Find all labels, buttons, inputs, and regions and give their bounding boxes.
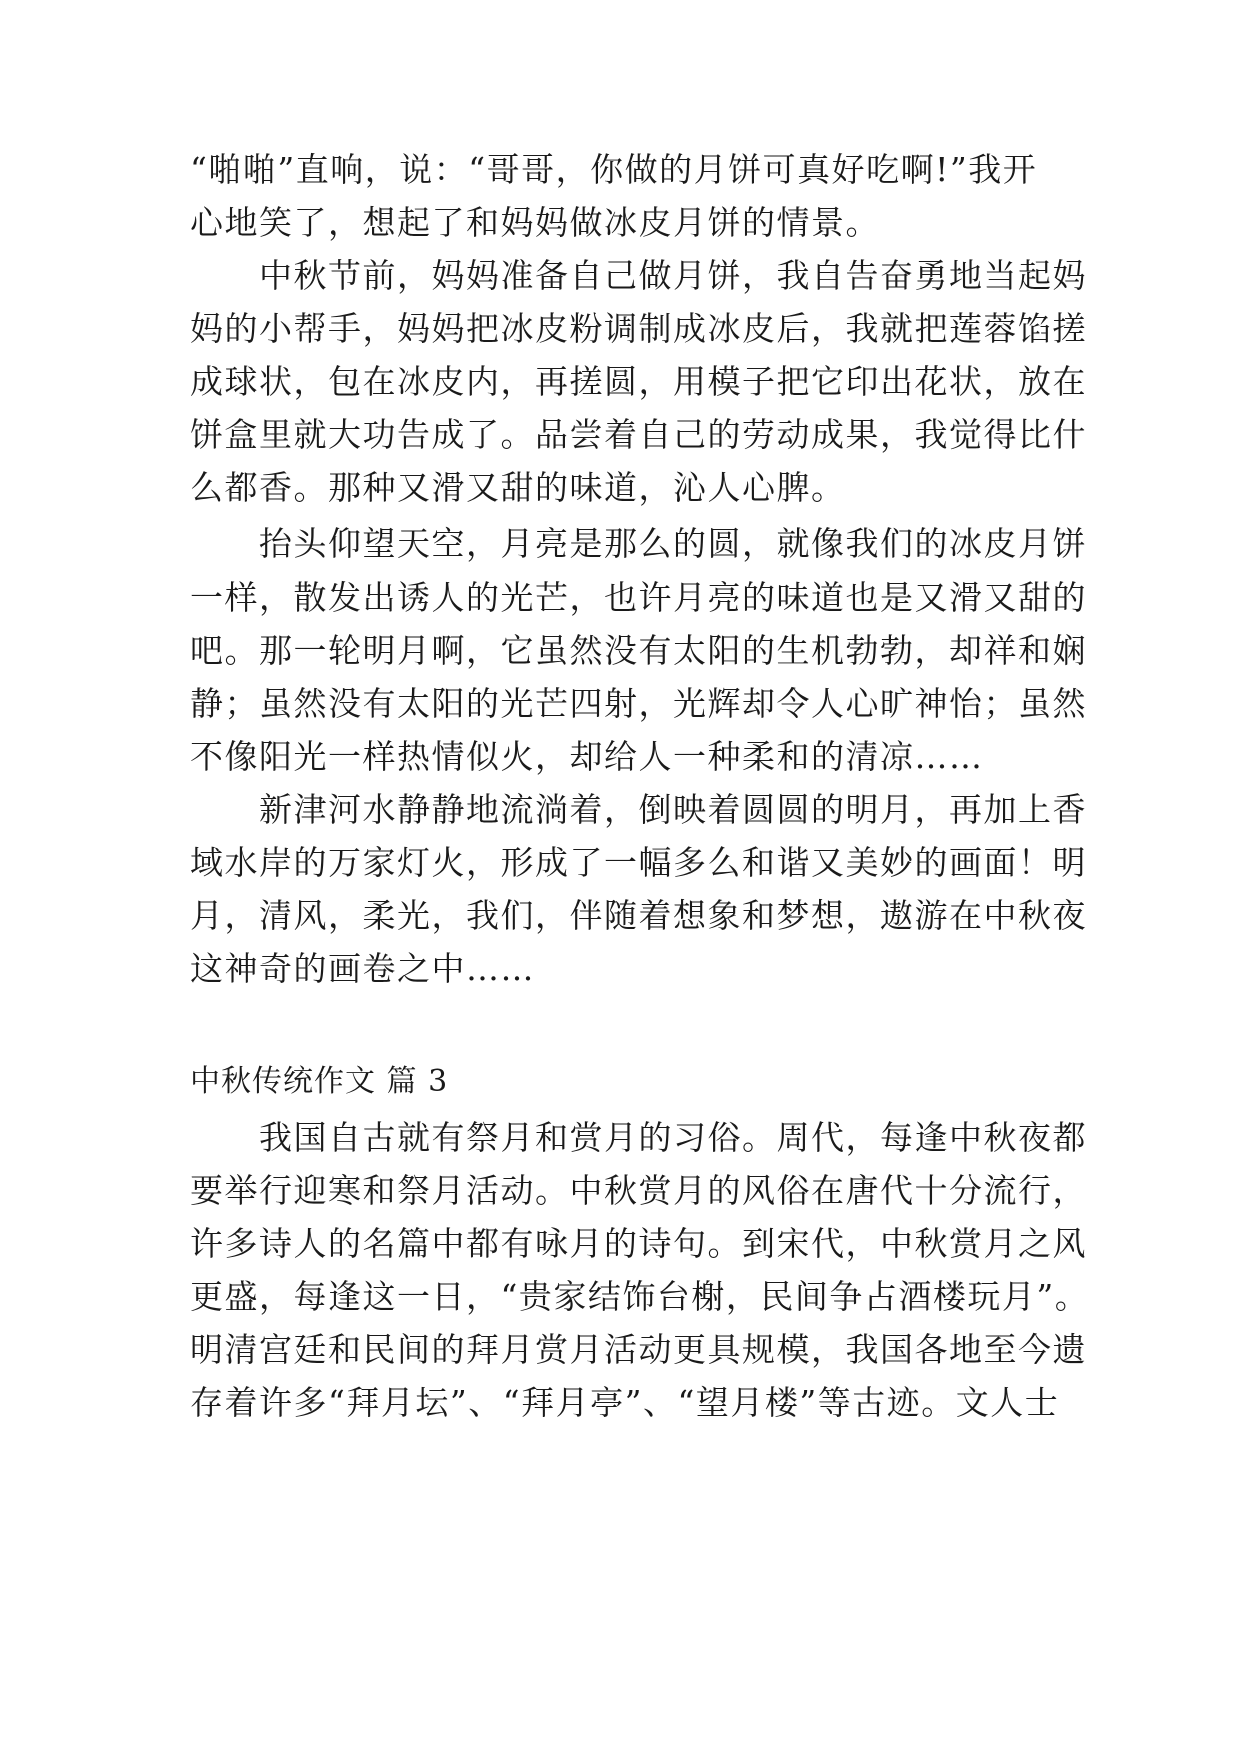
text-line: “啪啪”直响，说：“哥哥，你做的月饼可真好吃啊!”我开	[190, 150, 1038, 189]
text-line: 中秋节前，妈妈准备自己做月饼，我自告奋勇地当起妈	[190, 256, 1087, 295]
text-line: 明清宫廷和民间的拜月赏月活动更具规模，我国各地至今遗	[190, 1330, 1087, 1369]
text-line: 吧。那一轮明月啊，它虽然没有太阳的生机勃勃，却祥和娴	[190, 631, 1087, 670]
text-line: 抬头仰望天空，月亮是那么的圆，就像我们的冰皮月饼	[190, 524, 1087, 563]
text-line: 这神奇的画卷之中……	[190, 949, 535, 988]
text-line: 静；虽然没有太阳的光芒四射，光辉却令人心旷神怡；虽然	[190, 684, 1087, 723]
text-line: 么都香。那种又滑又甜的味道，沁人心脾。	[190, 468, 846, 507]
text-line: 更盛，每逢这一日，“贵家结饰台榭，民间争占酒楼玩月”。	[190, 1277, 1090, 1316]
text-line: 月，清风，柔光，我们，伴随着想象和梦想，遨游在中秋夜	[190, 896, 1087, 935]
text-line: 心地笑了，想起了和妈妈做冰皮月饼的情景。	[190, 203, 880, 242]
text-line: 要举行迎寒和祭月活动。中秋赏月的风俗在唐代十分流行，	[190, 1171, 1087, 1210]
text-line: 存着许多“拜月坛”、“拜月亭”、“望月楼”等古迹。文人士	[190, 1383, 1060, 1422]
text-line: 妈的小帮手，妈妈把冰皮粉调制成冰皮后，我就把莲蓉馅搓	[190, 309, 1087, 348]
text-line: 不像阳光一样热情似火，却给人一种柔和的清凉……	[190, 737, 984, 776]
text-line: 成球状，包在冰皮内，再搓圆，用模子把它印出花状，放在	[190, 362, 1087, 401]
text-line: 新津河水静静地流淌着，倒映着圆圆的明月，再加上香	[190, 790, 1087, 829]
text-line: 一样，散发出诱人的光芒，也许月亮的味道也是又滑又甜的	[190, 578, 1087, 617]
text-line: 我国自古就有祭月和赏月的习俗。周代，每逢中秋夜都	[190, 1118, 1087, 1157]
text-line: 域水岸的万家灯火，形成了一幅多么和谐又美妙的画面！明	[190, 843, 1087, 882]
text-line: 饼盒里就大功告成了。品尝着自己的劳动成果，我觉得比什	[190, 415, 1087, 454]
section-title: 中秋传统作文 篇 3	[190, 1064, 449, 1099]
text-line: 许多诗人的名篇中都有咏月的诗句。到宋代，中秋赏月之风	[190, 1224, 1087, 1263]
